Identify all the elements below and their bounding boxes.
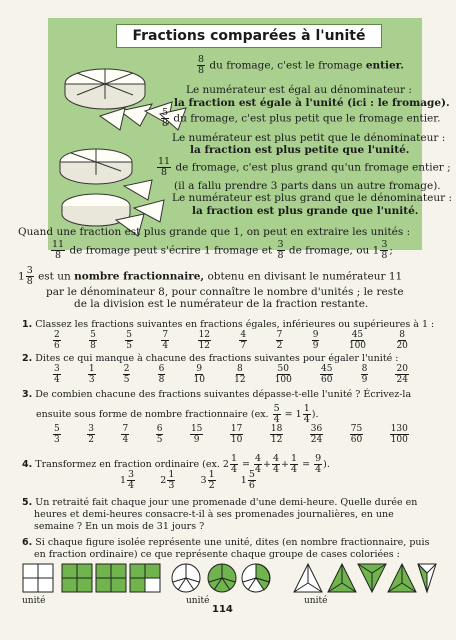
fraction: $\frac{8}{8}$	[198, 54, 205, 76]
fraction: $\frac{12}{12}$	[198, 330, 211, 351]
exercise-4-items: 1 $\frac{3}{4}$ 2 $\frac{1}{3}$ 3 $\frac{1}{2}$ 1 $\frac{5}{6}$	[120, 469, 255, 491]
fraction: $\frac{7}{4}$	[122, 424, 129, 445]
exercise-2-fractions	[52, 364, 410, 385]
fraction: $\frac{3}{8}$	[381, 239, 388, 261]
fraction: $\frac{75}{60}$	[350, 424, 363, 445]
exercise-1-fractions	[52, 330, 410, 351]
fraction: $\frac{5}{3}$	[54, 424, 60, 445]
fraction: $\frac{15}{9}$	[190, 424, 203, 445]
exercise-3-fractions	[52, 424, 410, 445]
box-line-10: la fraction est plus grande que l'unité.	[192, 205, 419, 217]
circles-figures	[170, 562, 286, 596]
fraction: $\frac{1}{3}$	[88, 364, 95, 385]
rule-line-2: $\frac{11}{8}$ de fromage peut s'écrire 1 fromage et $\frac{3}{8}$ de fromage, ou 1 $\frac{3}{8}$ ;	[52, 239, 393, 261]
fraction: $\frac{4}{7}$	[240, 330, 247, 351]
two-cheeses-illustration	[56, 140, 174, 240]
exercise-3: 3. De combien chacune des fractions suivantes dépasse-t-elle l'unité ? Écrivez-la	[22, 389, 412, 400]
page-number: 114	[212, 604, 233, 615]
fraction: $\frac{2}{5}$	[123, 364, 130, 385]
fraction: $\frac{6}{8}$	[158, 364, 165, 385]
box-line-5: Le numérateur est plus petit que le dénominateur :	[172, 132, 446, 144]
fraction: $\frac{3}{2}$	[88, 424, 94, 445]
box-line-7: $\frac{11}{8}$ de fromage, c'est plus grand qu'un fromage entier ;	[158, 156, 451, 178]
fraction: $\frac{9}{9}$	[312, 330, 319, 351]
box-line-8: (il a fallu prendre 3 parts dans un autre fromage).	[174, 180, 441, 192]
fraction: $\frac{20}{24}$	[396, 364, 408, 385]
exercise-5-line-3: semaine ? En un mois de 31 jours ?	[34, 521, 205, 532]
box-line-4: $\frac{5}{8}$ du fromage, c'est plus petit que le fromage entier.	[162, 107, 441, 129]
fraction: $\frac{3}{4}$	[54, 364, 60, 385]
box-line-2: Le numérateur est égal au dénominateur :	[186, 84, 412, 96]
unit-label: unité	[22, 596, 46, 606]
fraction: $\frac{7}{2}$	[276, 330, 283, 351]
triangles-figures	[292, 562, 438, 596]
box-line-9: Le numérateur est plus grand que le dénominateur :	[172, 192, 452, 204]
fraction: $\frac{5}{5}$	[126, 330, 133, 351]
fraction: $\frac{130}{100}$	[390, 424, 408, 445]
squares-figures	[22, 562, 172, 596]
exercise-2: 2. Dites ce qui manque à chacune des fractions suivantes pour égaler l'unité :	[22, 353, 399, 364]
fraction: $\frac{17}{10}$	[230, 424, 243, 445]
box-line-6: la fraction est plus petite que l'unité.	[190, 144, 410, 156]
fraction: $\frac{9}{10}$	[193, 364, 205, 385]
fraction: $\frac{36}{24}$	[310, 424, 323, 445]
box-line-1: $\frac{8}{8}$ du fromage, c'est le fromage entier.	[198, 54, 404, 76]
exercise-6: 6. Si chaque figure isolée représente une unité, dites (en nombre fractionnaire, puis	[22, 537, 430, 548]
exercise-5-line-2: heures et demi-heures consacre-t-il à ses promenades journalières, en une	[34, 509, 394, 520]
fraction: $\frac{3}{8}$	[26, 265, 33, 287]
fraction: $\frac{8}{20}$	[396, 330, 408, 351]
rule-line-3: 1 $\frac{3}{8}$ est un nombre fractionnaire, obtenu en divisant le numérateur 11	[18, 265, 403, 287]
rule-line-5: de la division est le numérateur de la fraction restante.	[74, 298, 369, 310]
fraction: $\frac{50}{100}$	[274, 364, 292, 385]
rule-line-4: par le dénominateur 8, pour connaître le nombre d'unités ; le reste	[46, 286, 404, 298]
fraction: $\frac{5}{8}$	[162, 107, 169, 129]
fraction: $\frac{11}{8}$	[158, 156, 171, 178]
exercise-3-line-2: ensuite sous forme de nombre fractionnaire (ex. $\frac{5}{4}$ = 1 $\frac{1}{4}$ ).	[36, 403, 319, 425]
fraction: $\frac{6}{5}$	[156, 424, 163, 445]
unit-label: unité	[186, 596, 210, 606]
exercise-5: 5. Un retraité fait chaque jour une promenade d'une demi-heure. Quelle durée en	[22, 497, 418, 508]
exercise-4: 4. Transformez en fraction ordinaire (ex. 2 $\frac{1}{4}$ = $\frac{4}{4}$ + $\frac{4}{4}$ + $\frac{1}{4}$ = $\frac{9}{4}$ ).	[22, 453, 330, 475]
fraction: $\frac{5}{8}$	[90, 330, 96, 351]
fraction: $\frac{45}{100}$	[348, 330, 367, 351]
fraction: $\frac{3}{8}$	[277, 239, 284, 261]
fraction: $\frac{8}{9}$	[361, 364, 368, 385]
exercise-6-line-2: en fraction ordinaire) ce que représente chaque groupe de cases coloriées :	[34, 549, 400, 560]
fraction: $\frac{2}{6}$	[54, 330, 60, 351]
exercise-1: 1. Classez les fractions suivantes en fractions égales, inférieures ou supérieures à 1 :	[22, 319, 435, 330]
fraction: $\frac{18}{12}$	[270, 424, 283, 445]
unit-label: unité	[304, 596, 328, 606]
page-title: Fractions comparées à l'unité	[116, 24, 382, 48]
rule-line-1: Quand une fraction est plus grande que 1, on peut en extraire les unités :	[18, 226, 411, 238]
fraction: $\frac{7}{4}$	[162, 330, 169, 351]
fraction: $\frac{8}{12}$	[234, 364, 246, 385]
box-line-3: la fraction est égale à l'unité (ici : le fromage).	[174, 97, 450, 109]
fraction: $\frac{45}{60}$	[321, 364, 333, 385]
fraction: $\frac{11}{8}$	[52, 239, 65, 261]
